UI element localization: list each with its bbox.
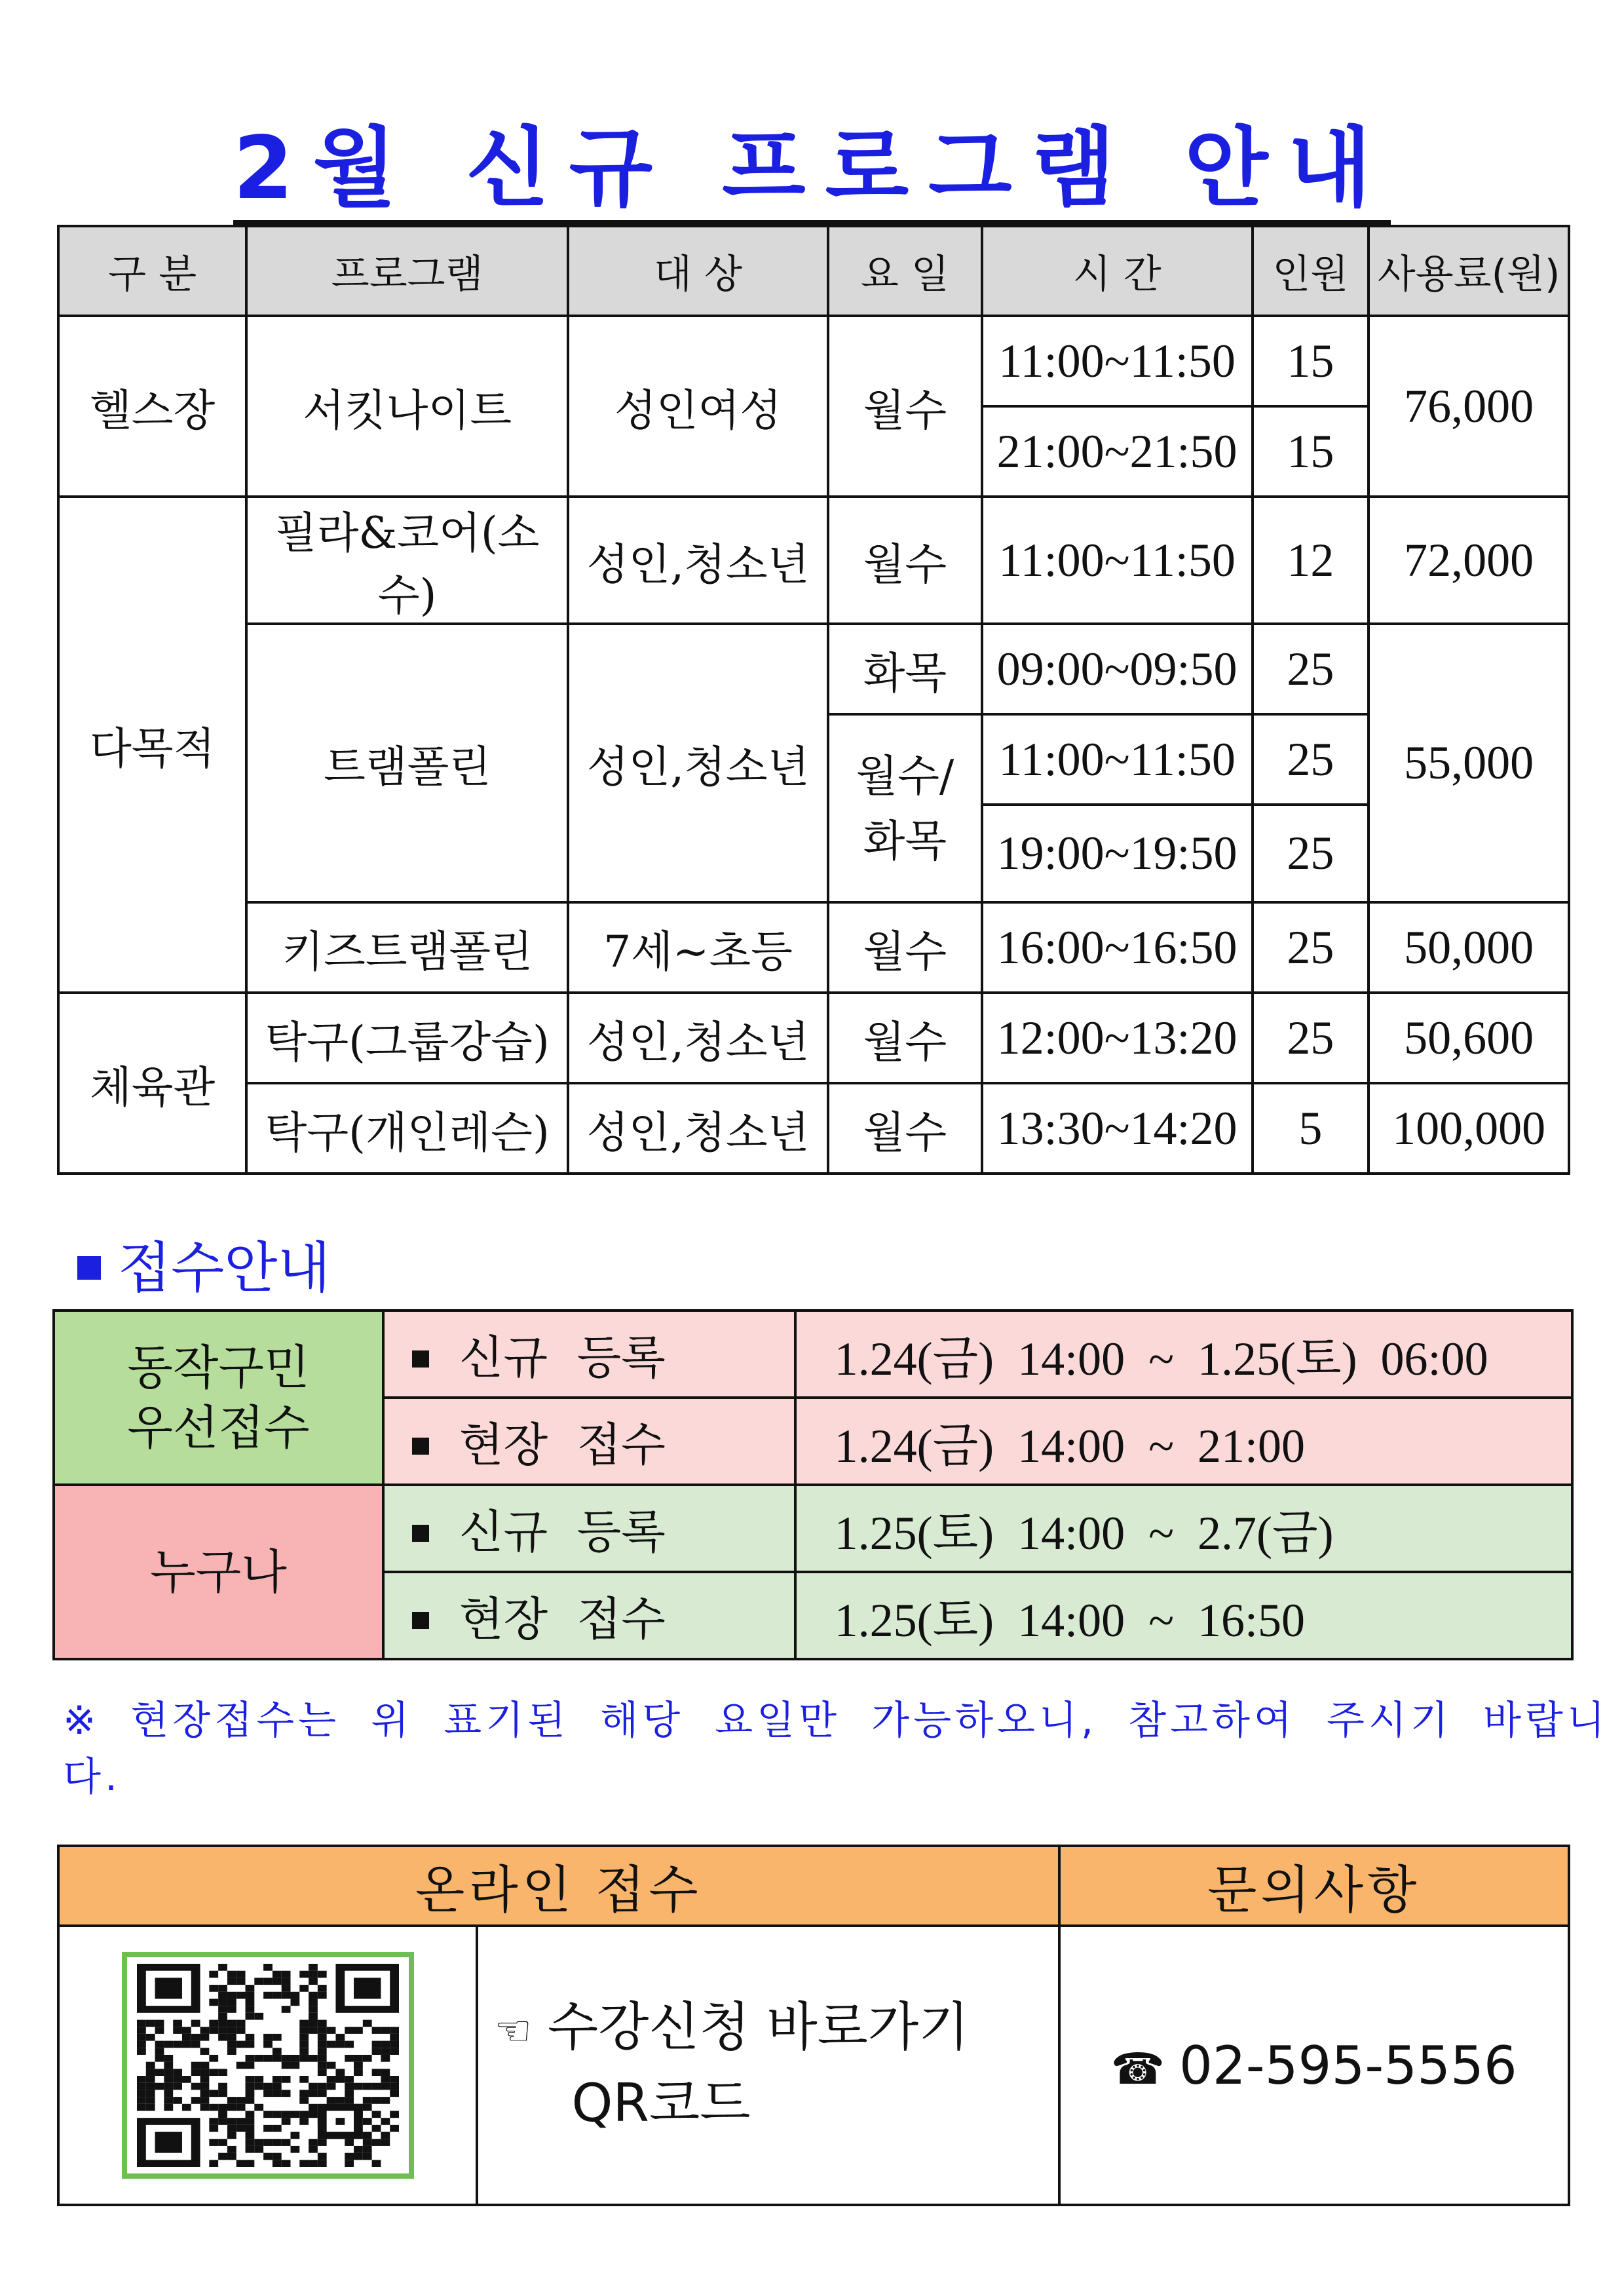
capacity-cell: 15 [1253, 406, 1369, 497]
reception-table [52, 1309, 1574, 1660]
header-inquiry: 문의사항 [1059, 1846, 1569, 1926]
capacity-cell: 25 [1253, 805, 1369, 902]
resident-group-label: 동작구민 우선접수 [54, 1311, 383, 1485]
day-cell: 월수 [828, 993, 982, 1083]
reception-note: ※ 현장접수는 위 표기된 해당 요일만 가능하오니, 참고하여 주시기 바랍니다. [63, 1698, 1609, 1800]
page-title: 2월 신규 프로그램 안내 [0, 98, 1624, 223]
fee-cell: 72,000 [1369, 497, 1569, 624]
header-category: 구 분 [58, 226, 246, 316]
header-fee: 사용료(원) [1369, 226, 1569, 316]
header-program: 프로그램 [246, 226, 568, 316]
list-item: 현장 접수 [383, 1572, 795, 1659]
time-cell: 11:00~11:50 [982, 714, 1253, 805]
time-cell: 21:00~21:50 [982, 406, 1253, 497]
phone-cell[interactable] [1059, 1926, 1569, 2205]
qr-code[interactable] [122, 1952, 414, 2179]
capacity-cell: 25 [1253, 993, 1369, 1083]
table-row [58, 316, 1569, 406]
capacity-cell: 25 [1253, 624, 1369, 714]
target-cell: 성인,청소년 [568, 497, 828, 624]
target-cell: 성인,청소년 [568, 993, 828, 1083]
qr-link[interactable]: ☜ 수강신청 바로가기 QR코드 [477, 1926, 1059, 2205]
list-item: 현장 접수 [383, 1398, 795, 1485]
telephone-icon: ☎ [1110, 2043, 1165, 2094]
header-day: 요 일 [828, 226, 982, 316]
period-value: 1.24(금) 14:00 ~ 1.25(토) 06:00 [795, 1311, 1572, 1398]
list-item: 신규 등록 [383, 1311, 795, 1398]
time-cell: 11:00~11:50 [982, 316, 1253, 406]
capacity-cell: 25 [1253, 714, 1369, 805]
time-cell: 09:00~09:50 [982, 624, 1253, 714]
capacity-cell: 15 [1253, 316, 1369, 406]
header-online: 온라인 접수 [58, 1846, 1059, 1926]
day-cell: 월수 [828, 1083, 982, 1174]
program-cell: 키즈트램폴린 [246, 902, 568, 993]
time-cell: 16:00~16:50 [982, 902, 1253, 993]
table-row [58, 1926, 1569, 2205]
bullet-icon [412, 1350, 429, 1368]
category-cell: 다목적 [58, 497, 246, 993]
qr-label: QR코드 [571, 2073, 751, 2133]
period-value: 1.25(토) 14:00 ~ 16:50 [795, 1572, 1572, 1659]
program-table [57, 225, 1570, 1175]
program-cell: 탁구(개인레슨) [246, 1083, 568, 1174]
header-capacity: 인원 [1253, 226, 1369, 316]
qr-cell [58, 1926, 477, 2205]
day-cell: 월수 [828, 497, 982, 624]
table-row [54, 1485, 1572, 1572]
fee-cell: 100,000 [1369, 1083, 1569, 1174]
fee-cell: 50,000 [1369, 902, 1569, 993]
table-header-row [58, 1846, 1569, 1926]
period-value: 1.24(금) 14:00 ~ 21:00 [795, 1398, 1572, 1485]
target-cell: 성인여성 [568, 316, 828, 497]
pointing-hand-icon: ☜ [494, 2007, 532, 2056]
phone-number: 02-595-5556 [1179, 2035, 1517, 2096]
list-item: 신규 등록 [383, 1485, 795, 1572]
fee-cell: 50,600 [1369, 993, 1569, 1083]
reception-section-title: 접수안내 [77, 1224, 331, 1303]
table-row [54, 1311, 1572, 1398]
target-cell: 7세~초등 [568, 902, 828, 993]
category-cell: 헬스장 [58, 316, 246, 497]
period-value: 1.25(토) 14:00 ~ 2.7(금) [795, 1485, 1572, 1572]
table-header-row [58, 226, 1569, 316]
time-cell: 13:30~14:20 [982, 1083, 1253, 1174]
program-cell: 필라&코어(소수) [246, 497, 568, 624]
bullet-icon [412, 1612, 429, 1629]
target-cell: 성인,청소년 [568, 624, 828, 902]
time-cell: 11:00~11:50 [982, 497, 1253, 624]
capacity-cell: 12 [1253, 497, 1369, 624]
day-cell: 월수/ 화목 [828, 714, 982, 902]
program-cell: 탁구(그룹강습) [246, 993, 568, 1083]
day-cell: 화목 [828, 624, 982, 714]
online-table [57, 1845, 1570, 2206]
program-cell: 트램폴린 [246, 624, 568, 902]
program-cell: 서킷나이트 [246, 316, 568, 497]
table-row [58, 497, 1569, 624]
bullet-icon [412, 1525, 429, 1542]
anyone-group-label: 누구나 [54, 1485, 383, 1659]
qr-code-icon [137, 1964, 399, 2167]
table-row [58, 993, 1569, 1083]
table-row [58, 1083, 1569, 1174]
fee-cell: 76,000 [1369, 316, 1569, 497]
time-cell: 19:00~19:50 [982, 805, 1253, 902]
bullet-icon [412, 1438, 429, 1455]
day-cell: 월수 [828, 902, 982, 993]
capacity-cell: 5 [1253, 1083, 1369, 1174]
time-cell: 12:00~13:20 [982, 993, 1253, 1083]
table-row [58, 624, 1569, 714]
day-cell: 월수 [828, 316, 982, 497]
header-target: 대 상 [568, 226, 828, 316]
capacity-cell: 25 [1253, 902, 1369, 993]
table-row [58, 902, 1569, 993]
fee-cell: 55,000 [1369, 624, 1569, 902]
header-time: 시 간 [982, 226, 1253, 316]
category-cell: 체육관 [58, 993, 246, 1174]
square-bullet-icon [77, 1256, 101, 1280]
target-cell: 성인,청소년 [568, 1083, 828, 1174]
